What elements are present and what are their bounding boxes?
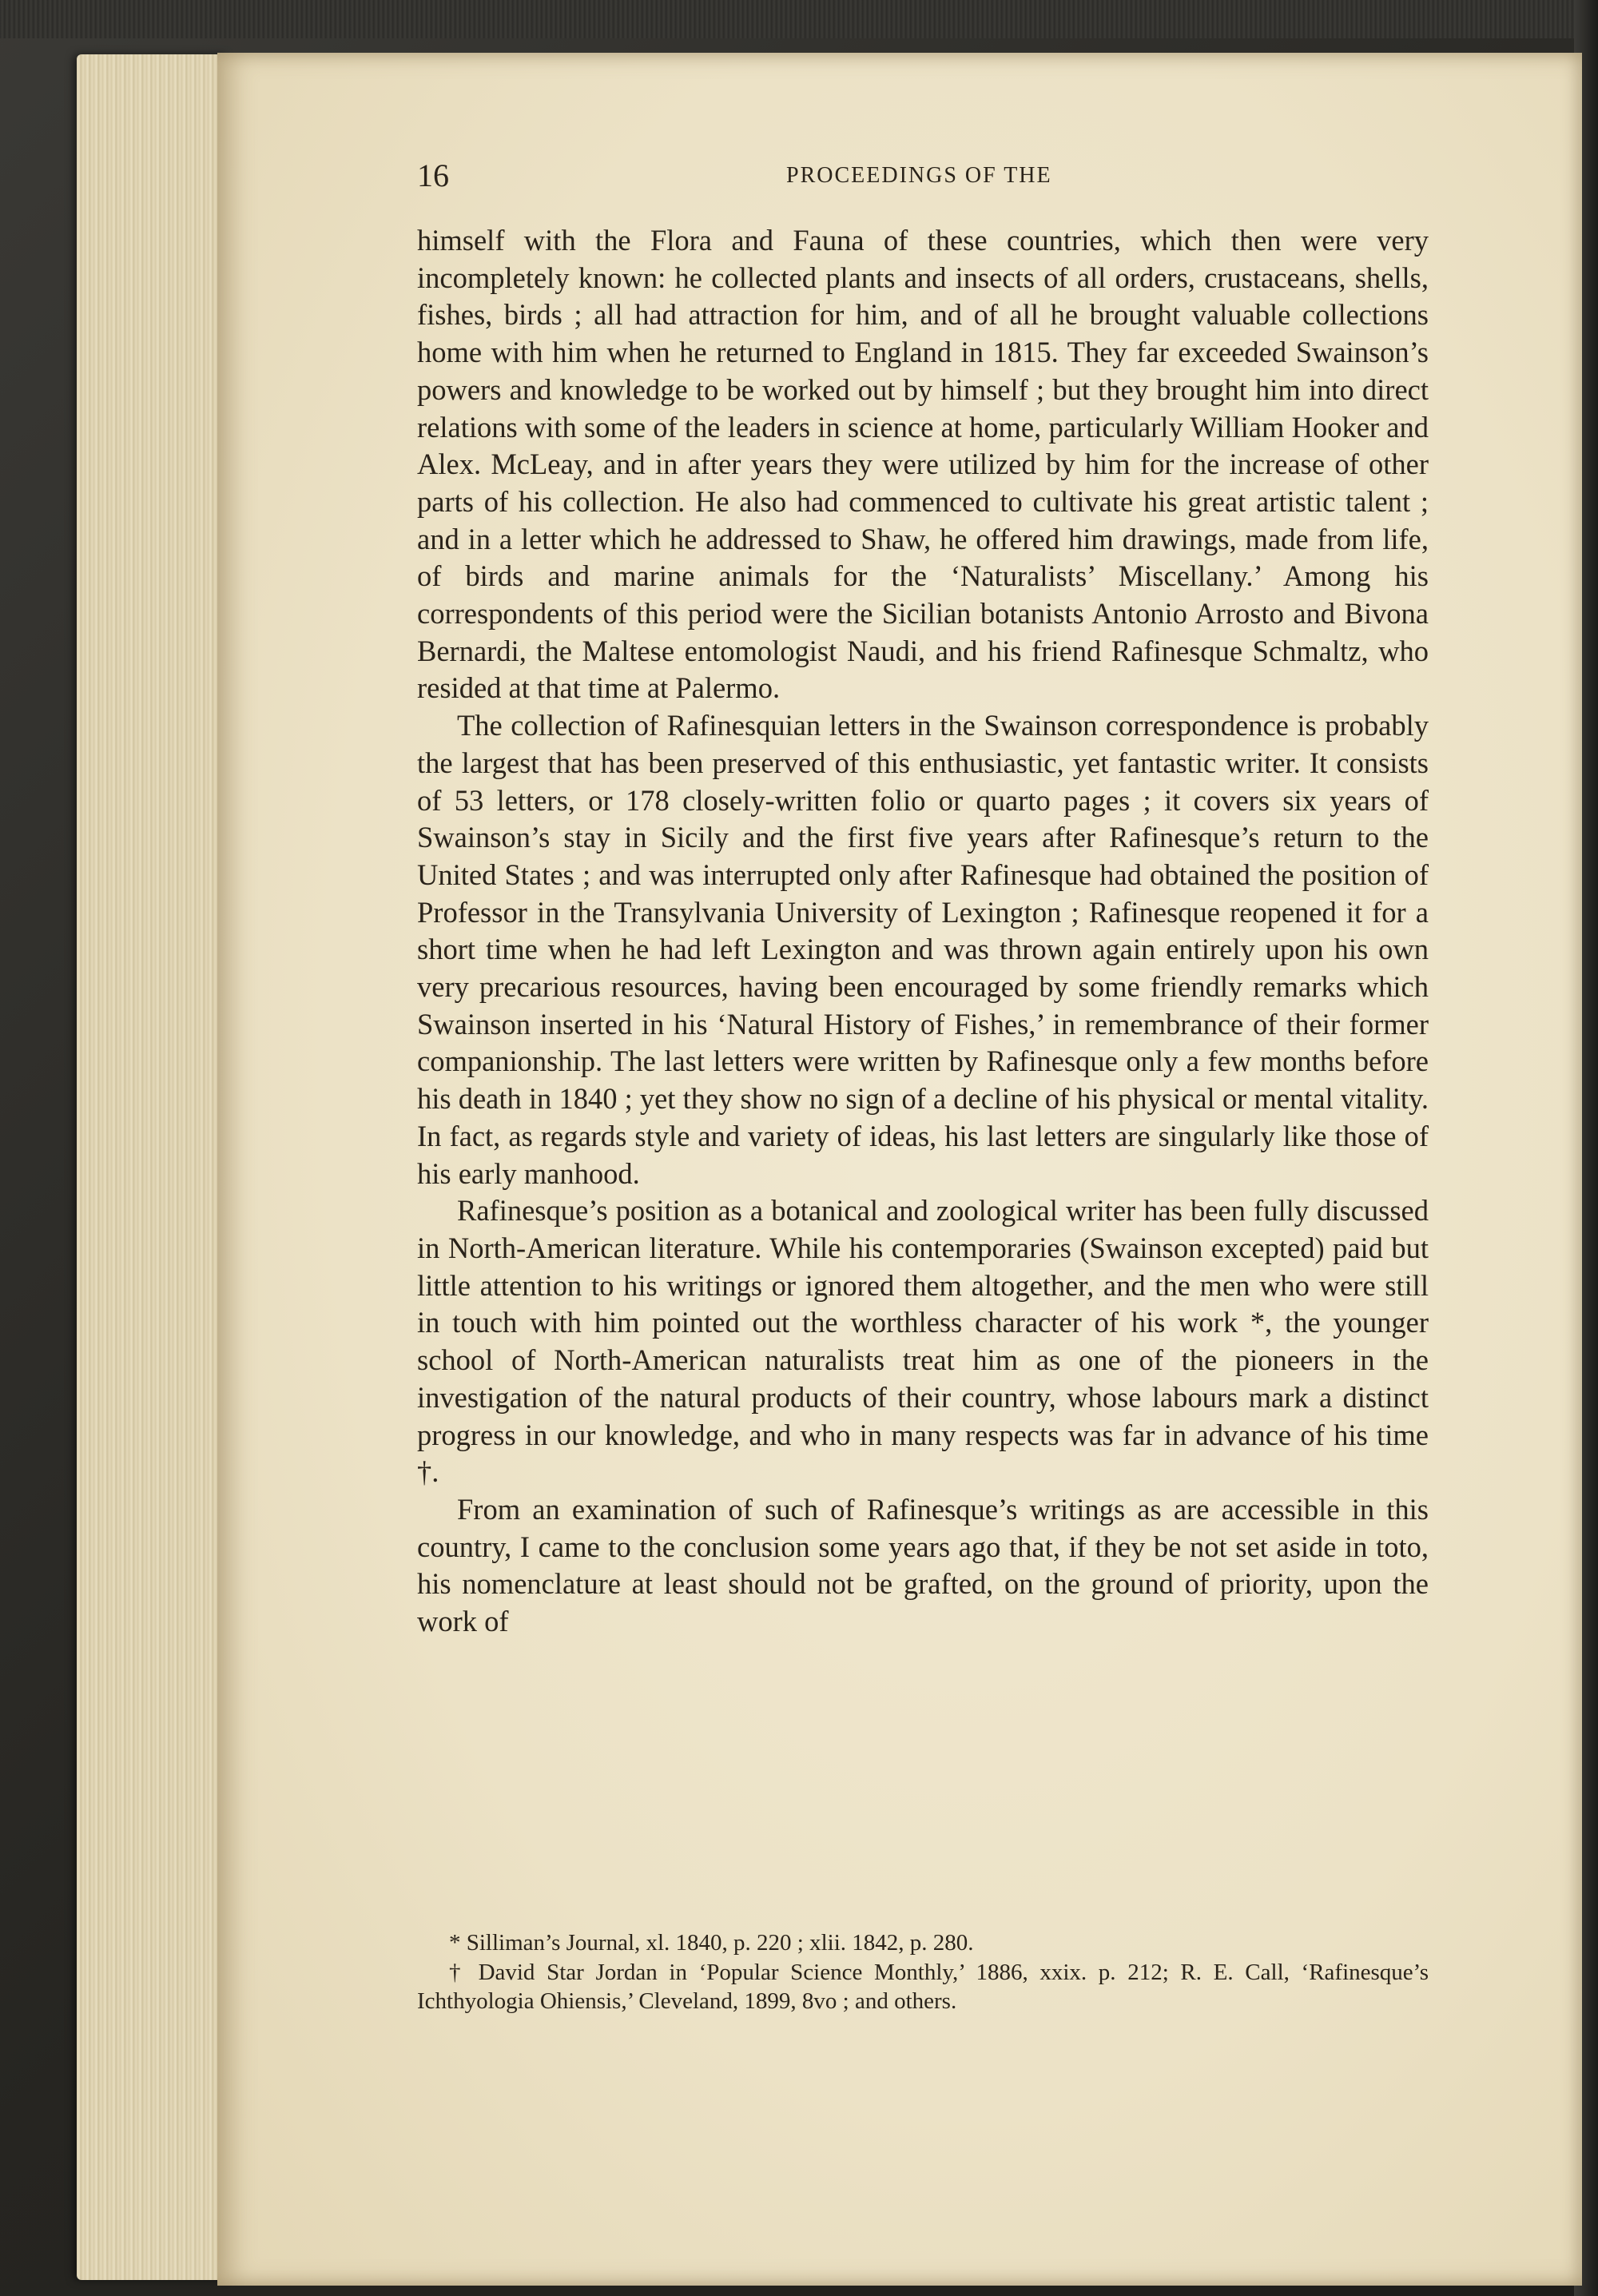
paragraph: himself with the Flora and Fauna of these countries, which then were very incompletely known: he collected plants and insects of all orders, crustaceans, shells, fishes, birds ; all had attraction for him, and of all he brought valuable collections home with him when he returned to England in 1815. They far exceeded Swainson’s powers and knowledge to be worked out by himself ; but they brought him into direct relations with some of the leaders in science at home, particularly William Hooker and Alex. McLeay, and in after years they were utilized by him for the increase of other parts of his collection. He also had commenced to cultivate his great artistic talent ; and in a letter which he addressed to Shaw, he offered him drawings, made from life, of birds and marine animals for the ‘Naturalists’ Miscellany.’ Among his correspondents of this period were the Sicilian botanists Antonio Arrosto and Bivona Bernardi, the Maltese entomologist Naudi, and his friend Rafinesque Schmaltz, who resided at that time at Palermo.	[417, 224, 1429, 705]
paragraph: From an examination of such of Rafinesque’s writings as are accessible in this country, I came to the conclusion some years ago that, if they be not set aside in toto, his nomenclature at least should not be grafted, on the ground of priority, upon the work of	[417, 1492, 1429, 1638]
page-number: 16	[417, 157, 449, 193]
book-cover-top	[0, 0, 1598, 38]
running-head: PROCEEDINGS OF THE	[786, 163, 1052, 188]
page-header	[417, 157, 1429, 197]
paragraph: The collection of Rafinesquian letters in the Swainson correspondence is probably the largest that has been preserved of this enthusiastic, yet fantastic writer. It consists of 53 letters, or 178 closely-written folio or quarto pages ; it covers six years of Swainson’s stay in Sicily and the first five years after Rafinesque’s return to the United States ; and was interrupted only after Rafinesque had obtained the position of Professor in the Transylvania University of Lexington ; Rafinesque reopened it for a short time when he had left Lexington and was thrown again entirely upon his own very precarious resources, having been encouraged by some friendly remarks which Swainson inserted in his ‘Natural History of Fishes,’ in remembrance of their former companionship. The last letters were written by Rafinesque only a few months before his death in 1840 ; yet they show no sign of a decline of his physical or mental vitality. In fact, as regards style and variety of ideas, his last letters are singularly like those of his early manhood.	[417, 709, 1429, 1190]
body-text	[417, 222, 1429, 1641]
page-edges	[77, 54, 229, 2280]
footnote: † David Star Jordan in ‘Popular Science Monthly,’ 1886, xxix. p. 212; R. E. Call, ‘Rafinesque’s Ichthyologia Ohiensis,’ Cleveland, 1899, 8vo ; and others.	[417, 1959, 1429, 2014]
paragraph: Rafinesque’s position as a botanical and zoological writer has been fully discussed in North-American literature. While his contemporaries (Swainson excepted) paid but little attention to his writings or ignored them altogether, and the men who were still in touch with him pointed out the worthless character of his work *, the younger school of North-American naturalists treat him as one of the pioneers in the investigation of the natural products of their country, whose labours mark a distinct progress in our knowledge, and who in many respects was far in advance of his time †.	[417, 1194, 1429, 1489]
footnote: * Silliman’s Journal, xl. 1840, p. 220 ; xlii. 1842, p. 280.	[449, 1930, 974, 1956]
footnotes	[417, 1928, 1429, 2016]
